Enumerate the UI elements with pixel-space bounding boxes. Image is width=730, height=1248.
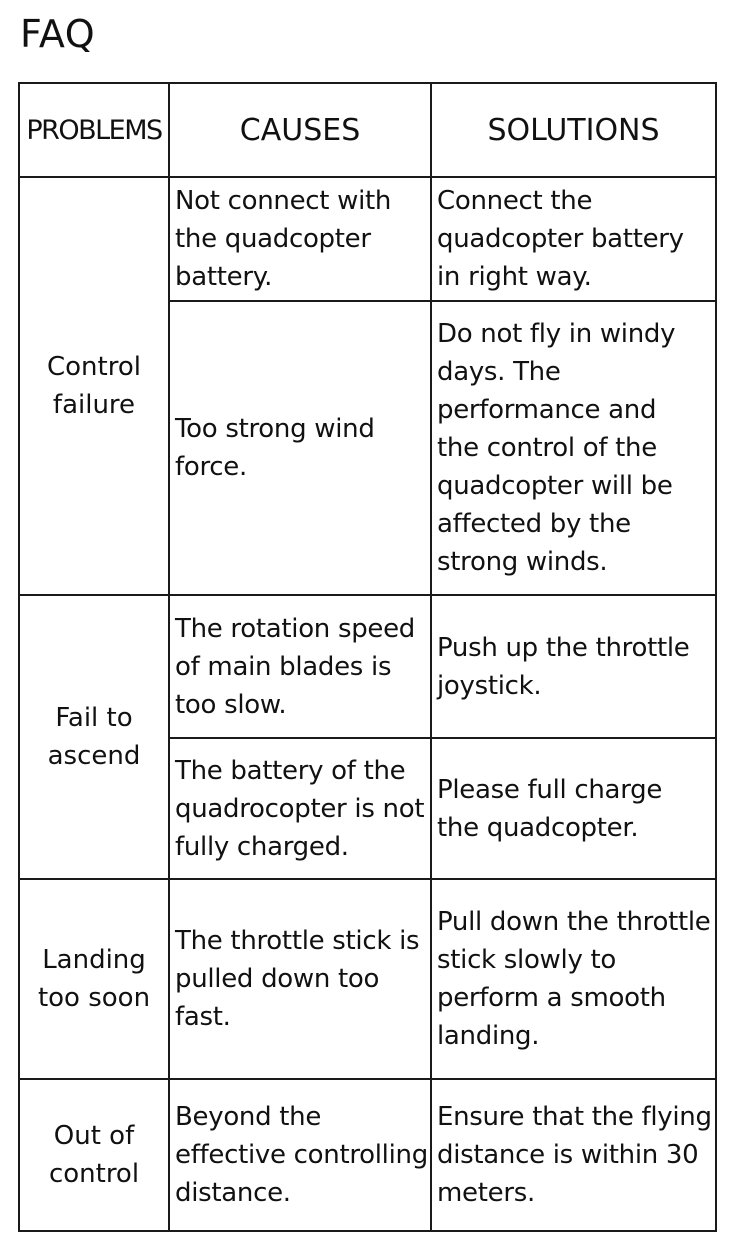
cause-line: Too strong wind (175, 414, 375, 444)
solution-line: affected by the (437, 509, 631, 539)
problem-line: control (48, 1159, 140, 1189)
table-row (19, 879, 716, 1079)
table-row (19, 177, 716, 301)
cause-line: distance. (175, 1178, 291, 1208)
cause-line: The battery of the (175, 755, 406, 786)
cause-line: fast. (175, 1002, 231, 1032)
cause-cell (169, 177, 431, 301)
table-header-row (19, 83, 716, 177)
cause-cell (169, 595, 431, 738)
cause-line: Beyond the (175, 1102, 322, 1132)
solution-line: meters. (437, 1178, 535, 1208)
solution-line: Pull down the throttle (437, 907, 711, 937)
problem-cell (19, 595, 169, 879)
cause-cell (169, 879, 431, 1079)
page-title: FAQ (20, 12, 96, 56)
cause-line: pulled down too (175, 964, 380, 994)
solution-line: Do not fly in windy (437, 319, 676, 349)
problem-line: Fail to (55, 703, 133, 733)
solution-line: the quadcopter. (437, 812, 639, 843)
cause-line: effective controlling (175, 1140, 428, 1170)
problem-line: too soon (37, 983, 151, 1013)
problem-line: Out of (53, 1121, 135, 1151)
solution-line: perform a smooth (437, 983, 666, 1013)
cause-cell (169, 738, 431, 879)
cause-line: quadrocopter is not (175, 793, 425, 824)
solution-line: in right way. (437, 262, 592, 292)
table-row (19, 595, 716, 738)
solution-line: the control of the (437, 433, 657, 463)
problem-line: Control (47, 352, 141, 382)
solution-line: landing. (437, 1021, 540, 1051)
cause-line: fully charged. (175, 831, 349, 862)
cause-line: force. (175, 452, 247, 482)
solution-cell (431, 301, 716, 595)
header-solutions: SOLUTIONS (431, 83, 716, 177)
cause-line: Not connect with (175, 186, 392, 216)
solution-line: days. The (437, 357, 561, 387)
solution-line: performance and (437, 395, 657, 425)
cause-cell (169, 301, 431, 595)
solution-line: Connect the (437, 186, 593, 216)
problem-line: failure (52, 390, 136, 420)
cause-cell (169, 1079, 431, 1231)
cause-line: of main blades is (175, 651, 392, 682)
solution-cell (431, 1079, 716, 1231)
problem-line: ascend (47, 741, 141, 771)
solution-line: quadcopter will be (437, 471, 673, 501)
problem-cell (19, 177, 169, 595)
solution-cell (431, 177, 716, 301)
solution-line: Push up the throttle (437, 632, 690, 663)
solution-line: strong winds. (437, 547, 608, 577)
solution-line: quadcopter battery (437, 224, 684, 254)
solution-line: joystick. (437, 670, 542, 701)
solution-line: stick slowly to (437, 945, 616, 975)
solution-line: distance is within 30 (437, 1140, 699, 1170)
problem-line: Landing (42, 945, 146, 975)
solution-cell (431, 738, 716, 879)
problem-cell (19, 1079, 169, 1231)
cause-line: The throttle stick is (175, 926, 420, 956)
solution-line: Please full charge (437, 774, 663, 805)
table-row (19, 1079, 716, 1231)
cause-line: the quadcopter (175, 224, 371, 254)
cause-line: The rotation speed (175, 613, 415, 644)
cause-line: too slow. (175, 689, 287, 720)
faq-table (18, 82, 717, 1232)
cause-line: battery. (175, 262, 273, 292)
problem-cell (19, 879, 169, 1079)
solution-cell (431, 595, 716, 738)
header-causes: CAUSES (169, 83, 431, 177)
solution-line: Ensure that the flying (437, 1102, 712, 1132)
header-problems: PROBLEMS (19, 83, 169, 177)
solution-cell (431, 879, 716, 1079)
